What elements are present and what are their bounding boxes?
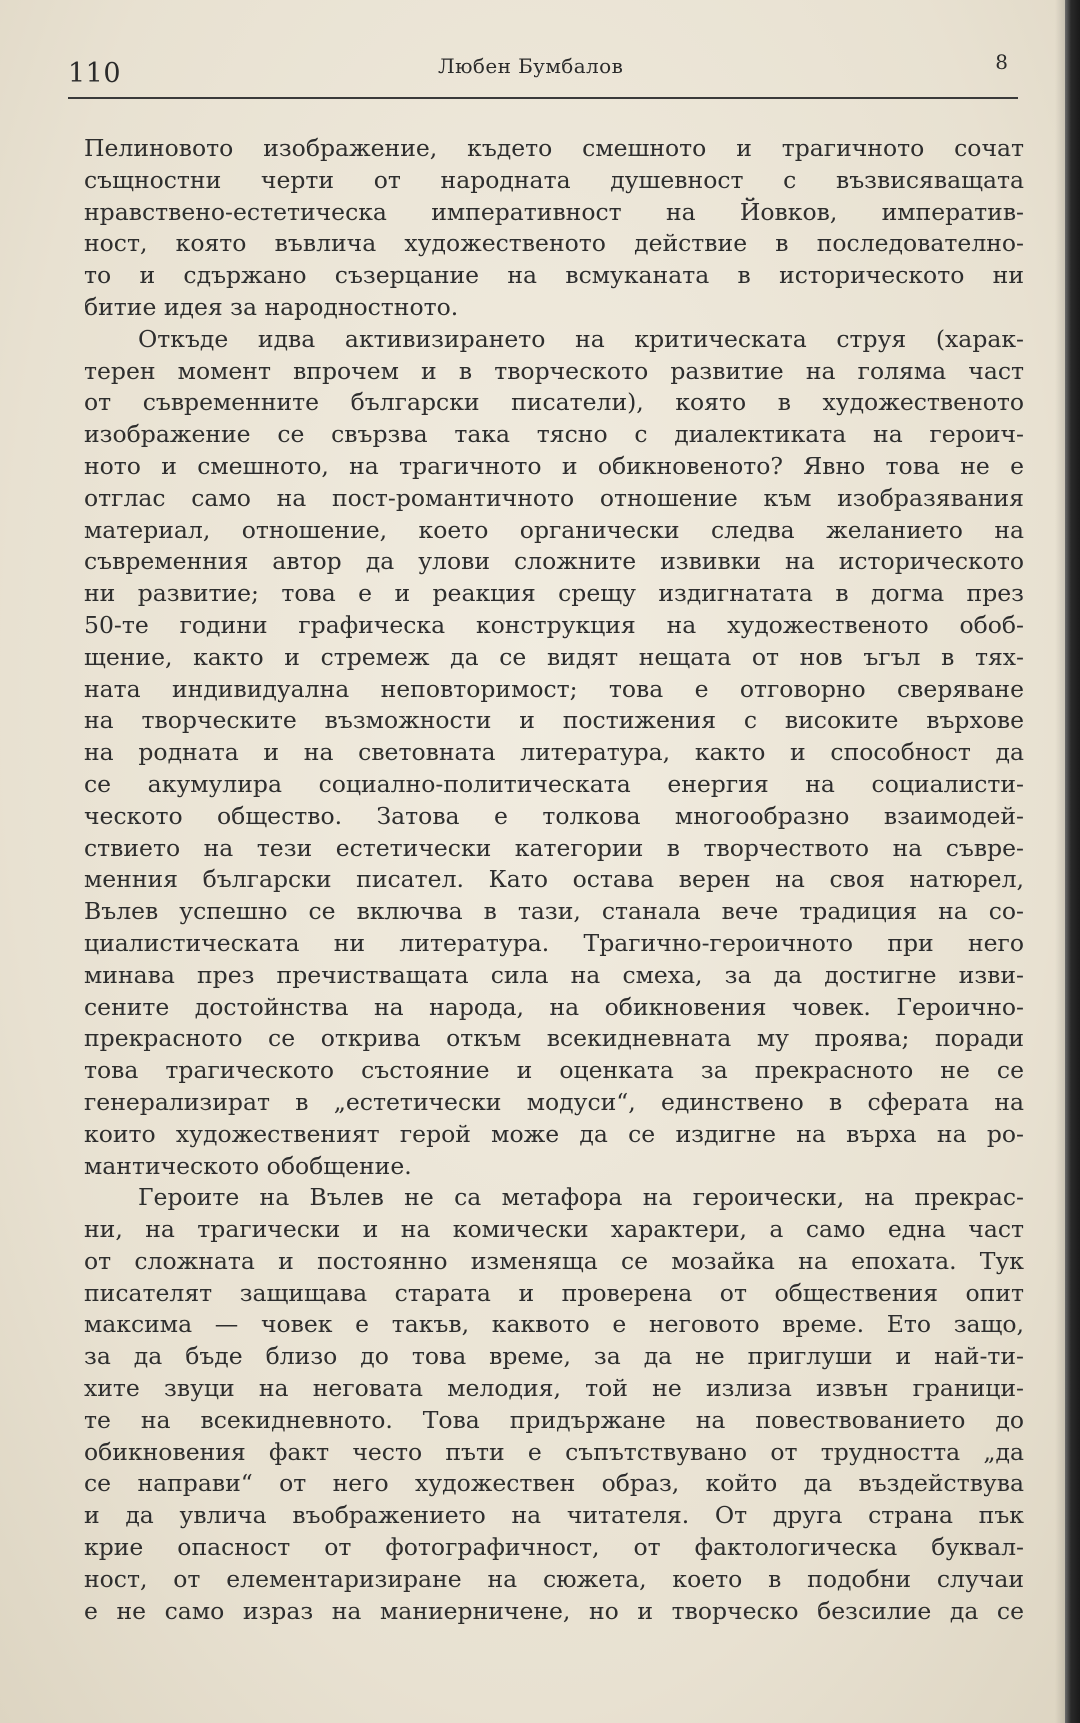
text-line: на родната и на световната литература, както и способност да [84, 738, 1024, 767]
text-line: и да увлича въображението на читателя. От друга страна пък [84, 1501, 1024, 1530]
text-line: мантическото обобщение. [84, 1151, 412, 1180]
text-line: Героите на Вълев не са метафора на героически, на прекрас- [138, 1183, 1024, 1212]
text-line: е не само израз на маниерничене, но и творческо безсилие да се [84, 1596, 1024, 1625]
running-header [68, 50, 1016, 96]
body-text [84, 133, 1024, 1627]
text-line: за да бъде близо до това време, за да не приглуши и най-ти- [84, 1342, 1024, 1371]
text-line: от съвременните български писатели), която в художественото [84, 388, 1024, 417]
text-line: същностни черти от народната душевност с възвисяващата [84, 165, 1024, 194]
text-line: нравствено-естетическа императивност на Йовков, императив- [84, 197, 1024, 226]
text-line: терен момент впрочем и в творческото развитие на голяма част [84, 356, 1024, 385]
text-line: материал, отношение, което органически следва желанието на [84, 515, 1024, 544]
text-line: това трагическото състояние и оценката за прекрасното не се [84, 1056, 1024, 1085]
text-line: Вълев успешно се включва в тази, станала вече традиция на со- [84, 897, 1024, 926]
text-line: ност, от елементаризиране на сюжета, което в подобни случаи [84, 1564, 1024, 1593]
text-line: които художественият герой може да се издигне на върха на ро- [84, 1119, 1024, 1148]
text-line: ни развитие; това е и реакция срещу издигнатата в догма през [84, 579, 1024, 608]
running-title: Любен Бумбалов [438, 54, 624, 78]
text-line: обикновения факт често пъти е съпътствувано от трудността „да [84, 1437, 1024, 1466]
text-line: крие опасност от фотографичност, от фактологическа буквал- [84, 1533, 1024, 1562]
text-line: максима — човек е такъв, каквото е неговото време. Ето защо, [84, 1310, 1024, 1339]
text-line: хите звуци на неговата мелодия, той не излиза извън граници- [84, 1374, 1024, 1403]
signature-mark: 8 [995, 50, 1008, 74]
text-line: битие идея за народностното. [84, 292, 459, 321]
text-line: от сложната и постоянно изменяща се мозайка на епохата. Тук [84, 1246, 1024, 1275]
text-line: на творческите възможности и постижения с високите върхове [84, 706, 1024, 735]
text-line: 50-те години графическа конструкция на художественото обоб- [84, 610, 1024, 639]
text-line: се направи“ от него художествен образ, който да въздействува [84, 1469, 1024, 1498]
text-line: менния български писател. Като остава верен на своя натюрел, [84, 865, 1024, 894]
text-line: те на всекидневното. Това придържане на повествованието до [84, 1405, 1024, 1434]
page-gutter-shadow [1055, 0, 1065, 1723]
text-line: отглас само на пост-романтичното отношение към изобразявания [84, 483, 1024, 512]
page-number: 110 [68, 58, 122, 89]
text-line: ното и смешното, на трагичното и обикновеното? Явно това не е [84, 451, 1024, 480]
text-line: Пелиновото изображение, където смешното и трагичното сочат [84, 134, 1024, 162]
text-line: ни, на трагически и на комически характери, а само една част [84, 1215, 1024, 1244]
text-line: генерализират в „естетически модуси“, единствено в сферата на [84, 1087, 1024, 1116]
text-line: ствието на тези естетически категории в творчеството на съвре- [84, 833, 1024, 862]
text-line: минава през пречистващата сила на смеха, за да достигне изви- [84, 960, 1024, 989]
text-line: писателят защищава старата и проверена от обществения опит [84, 1278, 1024, 1307]
text-line: циалистическата ни литература. Трагично-героичното при него [84, 928, 1024, 957]
text-line: съвременния автор да улови сложните извивки на историческото [84, 547, 1024, 576]
text-line: то и сдържано съзерцание на всмуканата в историческото ни [84, 261, 1024, 290]
text-line: ност, която въвлича художественото действие в последователно- [84, 229, 1024, 258]
text-line: ната индивидуална неповторимост; това е отговорно сверяване [84, 674, 1024, 703]
text-line: щение, както и стремеж да се видят нещата от нов ъгъл в тях- [84, 642, 1024, 671]
text-line: Откъде идва активизирането на критическата струя (харак- [138, 324, 1024, 353]
text-line: прекрасното се открива откъм всекидневната му проява; поради [84, 1024, 1024, 1053]
book-binding-edge [1065, 0, 1080, 1723]
text-line: сените достойнства на народа, на обикновения човек. Героично- [84, 992, 1024, 1021]
header-rule [68, 97, 1018, 99]
text-line: се акумулира социално-политическата енергия на социалисти- [84, 769, 1024, 798]
text-line: изображение се свързва така тясно с диалектиката на героич- [84, 420, 1024, 449]
text-line: ческото общество. Затова е толкова многообразно взаимодей- [84, 801, 1024, 830]
